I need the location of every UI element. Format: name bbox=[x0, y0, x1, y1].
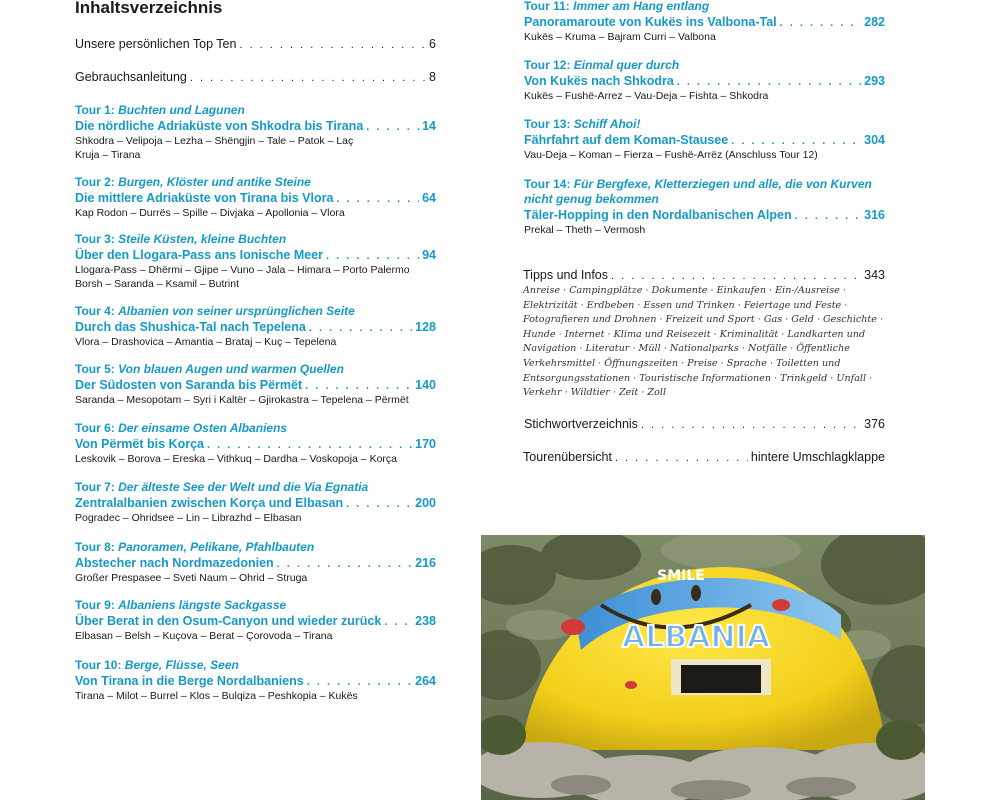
albania-painted-text: ALBANIA bbox=[622, 620, 770, 655]
leader-dots bbox=[346, 499, 412, 510]
tour-title: Durch das Shushica-Tal nach Tepelena bbox=[75, 320, 306, 334]
tour-label: Tour 2: Burgen, Klöster und antike Steine bbox=[75, 175, 311, 189]
leader-dots bbox=[795, 211, 862, 222]
tour-places: Leskovik – Borova – Ereska – Vithkuq – Dardha – Voskopoja – Korça bbox=[75, 453, 397, 465]
bunker-photo bbox=[481, 535, 925, 800]
tour-places: Vau-Deja – Koman – Fierza – Fushë-Arrëz (Anschluss Tour 12) bbox=[524, 149, 818, 161]
tour-label: Tour 3: Steile Küsten, kleine Buchten bbox=[75, 232, 287, 246]
tour-title: Von Tirana in die Berge Nordalbaniens bbox=[75, 674, 304, 688]
leader-dots bbox=[366, 122, 419, 133]
leader-dots bbox=[305, 381, 412, 392]
tour-places: Tirana – Milot – Burrel – Klos – Bulqiza – Peshkopia – Kukës bbox=[75, 690, 358, 702]
leader-dots bbox=[207, 440, 412, 451]
tour-label: Tour 7: Der älteste See der Welt und die Via Egnatia bbox=[75, 480, 369, 494]
tour-title: Fährfahrt auf dem Koman-Stausee bbox=[524, 133, 729, 147]
entry-label: Gebrauchsanleitung bbox=[75, 70, 187, 84]
tour-places: Shkodra – Velipoja – Lezha – Shëngjin – Tale – Patok – Laç bbox=[75, 135, 354, 147]
toc-entry-top-ten[interactable] bbox=[75, 37, 436, 51]
leader-dots bbox=[309, 323, 412, 334]
entry-label: Tipps und Infos bbox=[523, 268, 609, 282]
tour-title: Die nördliche Adriaküste von Shkodra bis Tirana bbox=[75, 119, 364, 133]
tipps-topic-list: Anreise · Campingplätze · Dokumente · Einkaufen · Ein-/Ausreise · Elektrizität · Erdbeben · Essen und Trinken · Feiertage und Feste · Fotografieren und Drohnen · Freizeit und Sport · Gas · Geld · Geschichte · Hunde · Internet · Klima und Reisezeit · Kriminalität · Landkarten und Navigation · Literatur · Müll · Nationalparks · Notfälle · Öffentliche Verkehrsmittel · Öffnungszeiten · Preise · Sprache · Toiletten und Entsorgungsstationen · Touristische Informationen · Trinkgeld · Unfall · Verkehr · Wildtier · Zeit · Zoll bbox=[523, 285, 884, 399]
tour-entry-11[interactable] bbox=[524, 0, 885, 44]
tour-page: 128 bbox=[415, 320, 436, 334]
tour-page: 94 bbox=[422, 248, 436, 262]
tour-places: Kukës – Kruma – Bajram Curri – Valbona bbox=[524, 31, 716, 43]
tour-page: 264 bbox=[415, 674, 436, 688]
tour-title: Abstecher nach Nordmazedonien bbox=[75, 556, 274, 570]
tour-places: Kukës – Fushë-Arrez – Vau-Deja – Fishta – Shkodra bbox=[524, 90, 769, 102]
tour-label: Tour 6: Der einsame Osten Albaniens bbox=[75, 421, 288, 435]
toc-title: Inhaltsverzeichnis bbox=[75, 0, 223, 17]
tour-title: Die mittlere Adriaküste von Tirana bis Vlora bbox=[75, 191, 334, 205]
tour-page: 140 bbox=[415, 378, 436, 392]
tour-entry-1[interactable] bbox=[75, 103, 436, 162]
leader-dots bbox=[615, 453, 748, 464]
tour-title: Von Përmët bis Korça bbox=[75, 437, 204, 451]
tour-title: Täler-Hopping in den Nordalbanischen Alpen bbox=[524, 208, 792, 222]
leader-dots bbox=[611, 271, 861, 282]
tour-title: Der Südosten von Saranda bis Përmët bbox=[75, 378, 303, 392]
tour-places: Vlora – Drashovica – Amantia – Brataj – Kuç – Tepelena bbox=[75, 336, 337, 348]
tour-entry-10[interactable] bbox=[75, 658, 436, 703]
tour-places: Prekal – Theth – Vermosh bbox=[524, 224, 646, 236]
tour-entry-5[interactable] bbox=[75, 362, 436, 407]
leader-dots bbox=[307, 677, 412, 688]
leader-dots bbox=[239, 40, 426, 51]
tour-places: Llogara-Pass – Dhërmi – Gjipe – Vuno – Jala – Himara – Porto Palermo bbox=[75, 264, 410, 276]
tour-page: 238 bbox=[415, 614, 436, 628]
tour-entry-12[interactable] bbox=[524, 58, 885, 103]
tour-page: 200 bbox=[415, 496, 436, 510]
tour-title: Über den Llogara-Pass ans Ionische Meer bbox=[75, 248, 323, 262]
tour-page: 64 bbox=[422, 191, 436, 205]
toc-entry-stichwort[interactable] bbox=[524, 417, 885, 431]
tour-entry-4[interactable] bbox=[75, 304, 436, 349]
entry-page: 343 bbox=[864, 268, 885, 282]
toc-entry-tipps[interactable] bbox=[523, 268, 885, 282]
tour-page: 293 bbox=[864, 74, 885, 88]
tour-page: 316 bbox=[864, 208, 885, 222]
leader-dots bbox=[780, 18, 862, 29]
leader-dots bbox=[326, 251, 419, 262]
leader-dots bbox=[277, 559, 412, 570]
tour-title: Von Kukës nach Shkodra bbox=[524, 74, 674, 88]
entry-label: Stichwortverzeichnis bbox=[524, 417, 638, 431]
tour-page: 14 bbox=[422, 119, 436, 133]
tour-title: Über Berat in den Osum-Canyon und wieder zurück bbox=[75, 614, 382, 628]
leader-dots bbox=[677, 77, 861, 88]
tour-entry-9[interactable] bbox=[75, 598, 436, 643]
tour-title: Zentralalbanien zwischen Korça und Elbasan bbox=[75, 496, 344, 510]
tour-label: Tour 10: Berge, Flüsse, Seen bbox=[75, 658, 239, 672]
tour-label: Tour 5: Von blauen Augen und warmen Quellen bbox=[75, 362, 344, 376]
entry-page: 376 bbox=[864, 417, 885, 431]
tour-title: Panoramaroute von Kukës ins Valbona-Tal bbox=[524, 15, 777, 29]
tour-entry-13[interactable] bbox=[524, 117, 885, 162]
tour-entry-6[interactable] bbox=[75, 421, 436, 466]
leader-dots bbox=[336, 194, 419, 205]
tour-page: 216 bbox=[415, 556, 436, 570]
toc-entry-gebrauchsanleitung[interactable] bbox=[75, 70, 436, 84]
tour-places: Borsh – Saranda – Ksamil – Butrint bbox=[75, 278, 240, 290]
tour-label: Tour 11: Immer am Hang entlang bbox=[524, 0, 710, 13]
tour-label: Tour 12: Einmal quer durch bbox=[524, 58, 680, 72]
tour-label: Tour 9: Albaniens längste Sackgasse bbox=[75, 598, 287, 612]
tour-entry-3[interactable] bbox=[75, 232, 436, 291]
entry-page: hintere Umschlagklappe bbox=[750, 450, 885, 464]
entry-label: Tourenübersicht bbox=[523, 450, 612, 464]
tour-label: Tour 1: Buchten und Lagunen bbox=[75, 103, 245, 117]
tour-label-continued: nicht genug bekommen bbox=[524, 192, 659, 206]
tour-places: Elbasan – Belsh – Kuçova – Berat – Çorovoda – Tirana bbox=[75, 630, 333, 642]
tour-label: Tour 4: Albanien von seiner ursprünglichen Seite bbox=[75, 304, 355, 318]
tour-page: 282 bbox=[864, 15, 885, 29]
entry-label: Unsere persönlichen Top Ten bbox=[75, 37, 237, 51]
tour-places: Großer Prespasee – Sveti Naum – Ohrid – Struga bbox=[75, 572, 308, 584]
tour-places: Kruja – Tirana bbox=[75, 149, 141, 161]
tour-entry-2[interactable] bbox=[75, 175, 436, 220]
leader-dots bbox=[384, 617, 412, 628]
tour-places: Kap Rodon – Durrës – Spille – Divjaka – Apollonia – Vlora bbox=[75, 207, 345, 219]
tour-places: Saranda – Mesopotam – Syri i Kaltër – Gjirokastra – Tepelena – Përmët bbox=[75, 394, 409, 406]
leader-dots bbox=[190, 73, 426, 84]
toc-entry-tourenuebersicht[interactable] bbox=[523, 450, 885, 464]
tour-places: Pogradec – Ohridsee – Lin – Librazhd – Elbasan bbox=[75, 512, 302, 524]
entry-page: 6 bbox=[429, 37, 436, 51]
bunker-illustration bbox=[481, 535, 925, 800]
leader-dots bbox=[731, 136, 861, 147]
leader-dots bbox=[641, 420, 861, 431]
tour-entry-14[interactable] bbox=[524, 177, 885, 237]
tour-entry-8[interactable] bbox=[75, 540, 436, 585]
smile-painted-text: SMILE bbox=[657, 568, 705, 584]
tour-label: Tour 13: Schiff Ahoi! bbox=[524, 117, 641, 131]
tour-label: Tour 14: Für Bergfexe, Kletterziegen und alle, die von Kurven bbox=[524, 177, 872, 191]
tour-entry-7[interactable] bbox=[75, 480, 436, 525]
tour-label: Tour 8: Panoramen, Pelikane, Pfahlbauten bbox=[75, 540, 315, 554]
tour-page: 304 bbox=[864, 133, 885, 147]
entry-page: 8 bbox=[429, 70, 436, 84]
tour-page: 170 bbox=[415, 437, 436, 451]
